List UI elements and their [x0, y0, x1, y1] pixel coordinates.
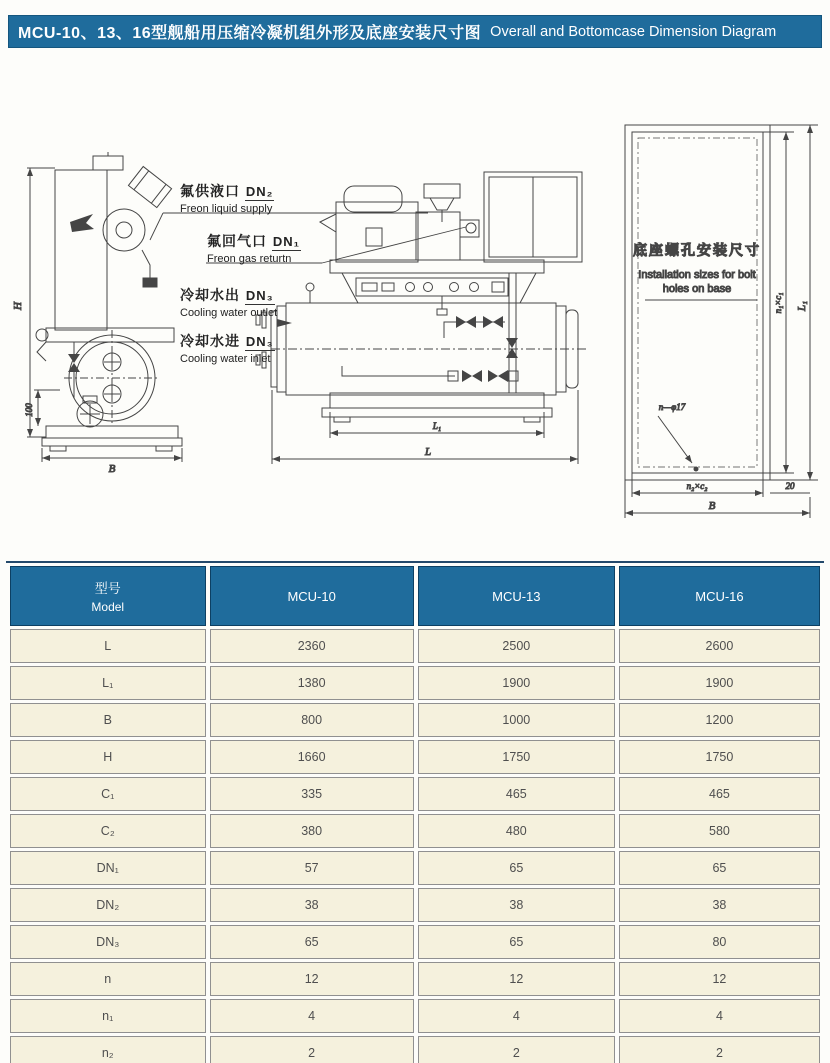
table-row	[10, 777, 820, 811]
param-cell: n	[10, 962, 206, 996]
port-label-cn: 氟回气口	[207, 233, 267, 249]
value-cell: 12	[418, 962, 615, 996]
base-plan-drawing	[625, 125, 818, 518]
model-header-en: Model	[91, 600, 125, 614]
value-cell: 2600	[619, 629, 820, 663]
value-cell: 1750	[418, 740, 615, 774]
table-row	[10, 851, 820, 885]
dim-20-label: 20	[785, 481, 795, 491]
dim-n1c1-label: n₁×c₁	[773, 292, 783, 314]
model-header-cell	[10, 566, 206, 626]
value-cell: 2	[418, 1036, 615, 1063]
title-bar	[8, 15, 822, 48]
table-row	[10, 629, 820, 663]
dim-H-label: H	[12, 302, 24, 310]
front-view-drawing	[256, 172, 586, 464]
value-cell: 65	[210, 925, 414, 959]
dimension-table-body	[10, 629, 820, 1063]
table-row	[10, 703, 820, 737]
port-annotation-freon-gas-return	[207, 233, 301, 266]
dim-n2c2-label: n₂×c₂	[686, 481, 708, 491]
port-annotation-cooling-water-outlet	[180, 287, 277, 320]
base-plan-title-en1: Installation sizes for bolt	[638, 269, 756, 281]
table-row	[10, 888, 820, 922]
value-cell: 65	[418, 925, 615, 959]
table-row	[10, 814, 820, 848]
value-cell: 65	[619, 851, 820, 885]
value-cell: 380	[210, 814, 414, 848]
table-row	[10, 925, 820, 959]
value-cell: 1380	[210, 666, 414, 700]
value-cell: 4	[619, 999, 820, 1033]
base-plan-title-cn: 底座螺孔安装尺寸	[633, 242, 761, 258]
value-cell: 335	[210, 777, 414, 811]
base-plan-title-en2: holes on base	[662, 283, 732, 295]
value-cell: 465	[619, 777, 820, 811]
table-row	[10, 1036, 820, 1063]
value-cell: 1900	[418, 666, 615, 700]
value-cell: 4	[418, 999, 615, 1033]
param-cell: DN₃	[10, 925, 206, 959]
param-cell: L	[10, 629, 206, 663]
value-cell: 1900	[619, 666, 820, 700]
port-dn-size: DN₁	[272, 234, 301, 249]
dimension-table	[6, 561, 824, 1063]
value-cell: 38	[418, 888, 615, 922]
outlet-flow-arrow-icon	[277, 319, 292, 327]
bolt-hole-note: n—φ17	[658, 402, 686, 412]
port-annotation-cooling-water-inlet	[180, 333, 275, 366]
dim-L1-front-label: L₁	[432, 421, 442, 431]
port-dn-size: DN₃	[245, 334, 274, 349]
port-label-en: Freon gas returtn	[207, 252, 292, 265]
technical-diagram	[0, 60, 830, 560]
param-cell: L₁	[10, 666, 206, 700]
column-header-mcu16: MCU-16	[619, 566, 820, 626]
value-cell: 2	[619, 1036, 820, 1063]
line-drawing	[0, 60, 830, 560]
param-cell: DN₂	[10, 888, 206, 922]
side-view-drawing	[12, 152, 182, 475]
value-cell: 80	[619, 925, 820, 959]
value-cell: 1750	[619, 740, 820, 774]
param-cell: C₂	[10, 814, 206, 848]
column-header-mcu10: MCU-10	[210, 566, 414, 626]
port-dn-size: DN₃	[245, 288, 274, 303]
param-cell: C₁	[10, 777, 206, 811]
port-label-cn: 冷却水出	[180, 287, 240, 303]
dim-L1-plan-label: L₁	[796, 301, 808, 311]
model-header-cn: 型号	[94, 581, 121, 596]
port-annotation-freon-liquid-supply	[180, 183, 274, 216]
value-cell: 1200	[619, 703, 820, 737]
table-header-row	[10, 566, 820, 626]
port-label-en: Cooling water outlet	[180, 306, 278, 319]
value-cell: 800	[210, 703, 414, 737]
value-cell: 12	[619, 962, 820, 996]
value-cell: 65	[418, 851, 615, 885]
value-cell: 2360	[210, 629, 414, 663]
value-cell: 12	[210, 962, 414, 996]
value-cell: 2500	[418, 629, 615, 663]
table-row	[10, 962, 820, 996]
param-cell: DN₁	[10, 851, 206, 885]
value-cell: 1660	[210, 740, 414, 774]
value-cell: 4	[210, 999, 414, 1033]
value-cell: 38	[619, 888, 820, 922]
table-row	[10, 666, 820, 700]
port-label-cn: 氟供液口	[180, 183, 240, 199]
table-row	[10, 740, 820, 774]
value-cell: 38	[210, 888, 414, 922]
param-cell: n₁	[10, 999, 206, 1033]
dim-100-label: 100	[24, 403, 34, 417]
table-row	[10, 999, 820, 1033]
port-label-en: Cooling water inlet	[180, 352, 271, 365]
dim-B-side-label: B	[108, 463, 116, 475]
column-header-mcu13: MCU-13	[418, 566, 615, 626]
value-cell: 580	[619, 814, 820, 848]
page-title-cn: MCU-10、13、16型舰船用压缩冷凝机组外形及底座安装尺寸图	[18, 25, 482, 42]
value-cell: 57	[210, 851, 414, 885]
dim-B-plan-label: B	[708, 500, 716, 512]
value-cell: 1000	[418, 703, 615, 737]
value-cell: 2	[210, 1036, 414, 1063]
param-cell: H	[10, 740, 206, 774]
dim-L-front-label: L	[424, 446, 432, 458]
param-cell: B	[10, 703, 206, 737]
port-dn-size: DN₂	[245, 184, 274, 199]
port-label-cn: 冷却水进	[180, 333, 240, 349]
value-cell: 480	[418, 814, 615, 848]
value-cell: 465	[418, 777, 615, 811]
page-title-en: Overall and Bottomcase Dimension Diagram	[490, 23, 777, 40]
param-cell: n₂	[10, 1036, 206, 1063]
port-label-en: Freon liquid supply	[180, 202, 273, 215]
